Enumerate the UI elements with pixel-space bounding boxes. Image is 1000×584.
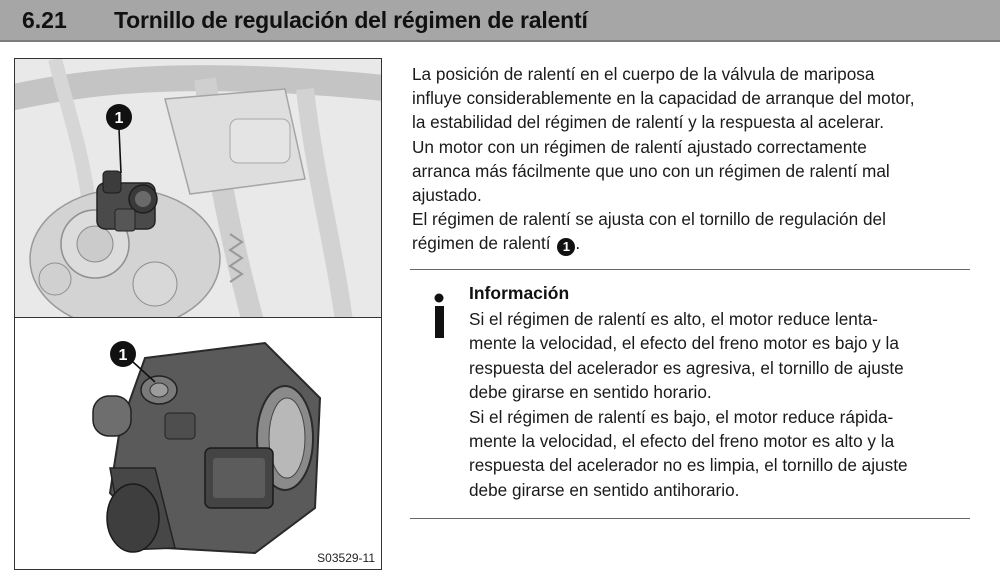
inline-marker-1: 1 — [557, 238, 575, 256]
intro-line: Un motor con un régimen de ralentí ajustado correctamente — [412, 136, 867, 157]
intro-paragraph — [412, 62, 982, 256]
info-line: respuesta del acelerador es agresiva, el tornillo de ajuste — [469, 357, 904, 378]
info-body — [469, 307, 979, 502]
intro-line-last — [412, 231, 982, 256]
callout-marker-1-closeup-label: 1 — [118, 347, 128, 364]
divider-top — [410, 269, 970, 270]
info-title: Información — [469, 283, 570, 303]
divider-bottom — [410, 518, 970, 519]
section-header — [0, 0, 1000, 42]
info-line: debe girarse en sentido horario. — [469, 382, 712, 403]
intro-line: influye considerablemente en la capacidad de arranque del motor, — [412, 88, 915, 109]
intro-line: la estabilidad del régimen de ralentí y la respuesta al acelerar. — [412, 112, 884, 133]
section-number: 6.21 — [22, 7, 67, 33]
section-title: Tornillo de regulación del régimen de ralentí — [114, 7, 588, 33]
throttle-body-illustration — [15, 318, 382, 570]
info-line: debe girarse en sentido antihorario. — [469, 479, 740, 500]
intro-line: arranca más fácilmente que uno con un régimen de ralentí mal — [412, 160, 890, 181]
info-line: mente la velocidad, el efecto del freno motor es alto y la — [469, 431, 895, 452]
intro-end: . — [575, 233, 581, 254]
intro-line: ajustado. — [412, 185, 482, 206]
intro-line: régimen de ralentí — [412, 233, 551, 254]
engine-overview-illustration — [15, 59, 382, 318]
intro-line: El régimen de ralentí se ajusta con el tornillo de regulación del — [412, 209, 886, 230]
info-line: respuesta del acelerador no es limpia, el tornillo de ajuste — [469, 455, 908, 476]
intro-line: La posición de ralentí en el cuerpo de la válvula de mariposa — [412, 64, 875, 84]
info-line: Si el régimen de ralentí es alto, el motor reduce lenta- — [469, 309, 878, 329]
callout-marker-1-label: 1 — [114, 110, 124, 127]
figure-code: S03529-11 — [317, 551, 375, 565]
info-icon — [430, 293, 450, 339]
info-line: mente la velocidad, el efecto del freno motor es bajo y la — [469, 333, 899, 354]
engine-overview-figure — [14, 58, 382, 318]
throttle-body-figure — [14, 318, 382, 570]
info-line: Si el régimen de ralentí es bajo, el motor reduce rápida- — [469, 406, 894, 427]
